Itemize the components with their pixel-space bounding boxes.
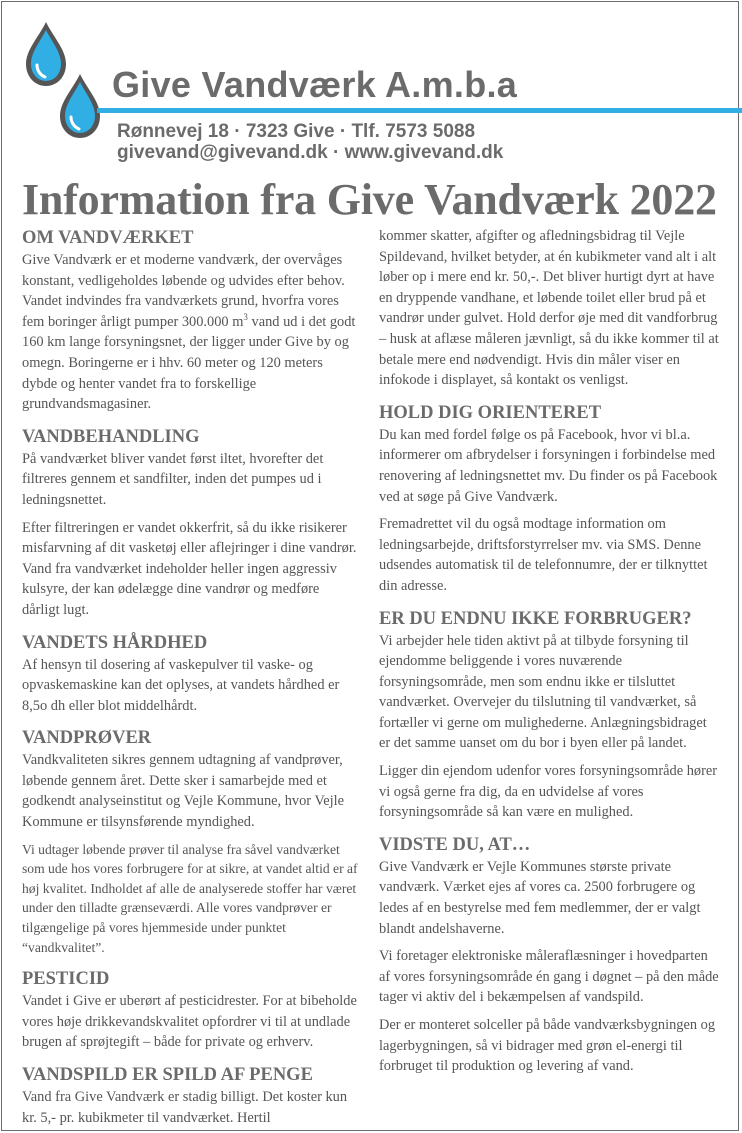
section-heading-om-vandvaerket: OM VANDVÆRKET xyxy=(22,228,194,248)
vidste-du-text-2: Vi foretager elektroniske måleraflæsninger i hovedparten af vores forsyningsområde én gang i døgnet – på den måde tager vi aktiv del i bekæmpelsen af vandspild. xyxy=(379,948,719,1006)
contact-email-web: givevand@givevand.dk · www.givevand.dk xyxy=(117,142,504,163)
forbruger-text-1: Vi arbejder hele tiden aktivt på at tilbyde forsyning til ejendomme beliggende i vores nuværende forsyningsområde, men som endnu ikke er tilsluttet vandværket. Overvejer du tilslutning til vandværket, så fortæller vi gerne om mulighederne. Anlægningsbidraget er det samme uanset om du bor i byen eller på landet. xyxy=(379,632,707,752)
vandproever-text-1: Vandkvaliteten sikres gennem udtagning af vandprøver, løbende gennem året. Dette sker i samarbejde med et godkendt analyseinstitut og Vejle Kommune, hvor Vejle Kommune er tilsynsførende myndighed. xyxy=(22,752,345,831)
section-heading-vandspild: VANDSPILD ER SPILD AF PENGE xyxy=(22,1065,313,1085)
om-vandvaerket-text: Give Vandværk er et moderne vandværk, der overvåges konstant, vedligeholdes løbende og udvides efter behov. Vandet indvindes fra vandværkets grund, hvorfra vores fem boringer årligt pumper 300.000 $m^3$ vand ud i det godt 160 km lange forsyningsnet, der ligger under Give by og omegn. Boringerne er i hhv. 60 meter og 120 meters dybde og henter vandet fra to forskellige grundvandsmagasiner. xyxy=(22,252,356,413)
vandproever-text-2: Vi udtager løbende prøver til analyse fra såvel vandværket som ude hos vores forbrugere for at sikre, at vandet altid er af høj kvalitet. Indholdet af alle de analyserede stoffer har været under den tilladte grænseværdi. Alle vores vandprøver er tilgængelige på vores hjemmeside under punktet “vandkvalitet”. xyxy=(22,841,358,955)
orienteret-text-2: Fremadrettet vil du også modtage information om ledningsarbejde, driftsforstyrrelser mv. via SMS. Denne udsendes automatisk til de telefonnumre, der er tilknyttet din adresse. xyxy=(379,516,708,594)
section-heading-vandproever: VANDPRØVER xyxy=(22,728,152,749)
vandbehandling-text-2: Efter filtreringen er vandet okkerfrit, så du ikke risikerer misfarvning af dit vasketøj eller aflejringer i dine vandrør. Vand fra vandværket indeholder heller ingen aggressiv kulsyre, der kan ødelægge dine vandrør og medføre dårligt lugt. xyxy=(22,519,357,618)
section-heading-vandbehandling: VANDBEHANDLING xyxy=(22,426,200,447)
section-heading-pesticid: PESTICID xyxy=(22,969,110,990)
section-heading-ikke-forbruger: ER DU ENDNU IKKE FORBRUGER? xyxy=(379,608,692,629)
vidste-du-text-1: Give Vandværk er Vejle Kommunes største private vandværk. Værket ejes af vores ca. 2500 forbrugere og ledes af en bestyrelse med fem medlemmer, der er valgt blandt andelshaverne. xyxy=(379,858,701,937)
vandets-haardhed-text: Af hensyn til dosering af vaskepulver til vaske- og opvaskemaskine kan det oplyses, at vandets hårdhed er 8,5o dh eller blot middelhårdt. xyxy=(22,656,340,714)
contact-address-phone: Rønnevej 18 · 7323 Give · Tlf. 7573 5088 xyxy=(117,121,476,142)
section-heading-vidste-du: VIDSTE DU, AT… xyxy=(379,834,531,855)
right-column xyxy=(379,226,719,1077)
vidste-du-text-3: Der er monteret solceller på både vandværksbygningen og lagerbygningen, så vi bidrager med grøn el-energi til forbruget til produktion og levering af vand. xyxy=(379,1017,716,1075)
brand-name: Give Vandværk A.m.b.a xyxy=(112,64,518,105)
forbruger-text-2: Ligger din ejendom udenfor vores forsyningsområde hører vi også gerne fra dig, da en udvidelse af vores forsyningsområde så kan være en mulighed. xyxy=(379,763,718,821)
page-title: Information fra Give Vandværk 2022 xyxy=(22,175,717,224)
vandbehandling-text-1: På vandværket bliver vandet først iltet, hvorefter det filtreres gennem et sandfilter, inden det pumpes ud i ledningsnettet. xyxy=(22,450,324,508)
vandspild-text-continued: kommer skatter, afgifter og afledningsbidrag til Vejle Spildevand, hvilket betyder, at én kubikmeter vand alt i alt løber op i mere end kr. 50,-. Det bliver hurtigt dyrt at have en dryppende vandhane, et løbende toilet eller brud på et vandrør under gulvet. Hold derfor øje med dit vandforbrug – husk at aflæse måleren jævnligt, så du ikke kommer til at betale mere end nødvendigt. Hvis din måler viser en infokode i displayet, så kontakt os venligst. xyxy=(379,228,719,389)
orienteret-text-1: Du kan med fordel følge os på Facebook, hvor vi bl.a. informerer om afbrydelser i forsyningen i forbindelse med renovering af ledningsnettet mv. Du finder os på Facebook ved at søge på Give Vandværk. xyxy=(379,426,718,505)
pesticid-text: Vandet i Give er uberørt af pesticidrester. For at bibeholde vores høje drikkevandskvalitet opfordrer vi til at undlade brugen af sprøjtegift – både for private og erhverv. xyxy=(22,993,357,1051)
left-column xyxy=(22,226,360,1128)
water-drop-logo-icon xyxy=(24,20,104,142)
header-accent-line xyxy=(97,108,742,113)
section-heading-hold-dig-orienteret: HOLD DIG ORIENTERET xyxy=(379,402,602,423)
vandspild-text: Vand fra Give Vandværk er stadig billigt. Det koster kun kr. 5,- pr. kubikmeter til vandværket. Hertil xyxy=(22,1089,348,1126)
section-heading-vandets-haardhed: VANDETS HÅRDHED xyxy=(22,632,208,653)
